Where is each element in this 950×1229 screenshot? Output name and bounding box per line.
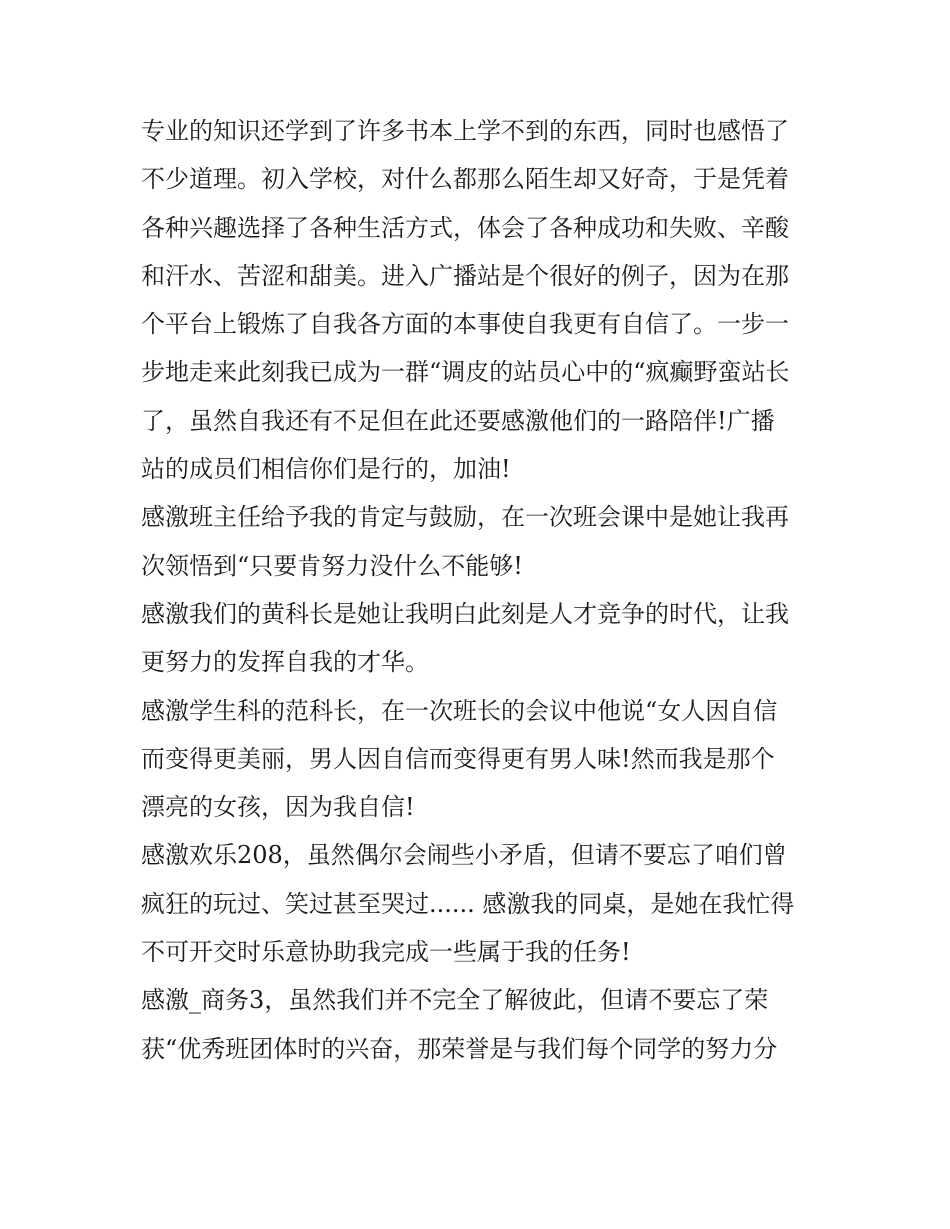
text-line: 获“优秀班团体时的兴奋，那荣誉是与我们每个同学的努力分: [141, 1034, 778, 1063]
text-line: 步地走来此刻我已成为一群“调皮的站员心中的“疯癫野蛮站长: [141, 358, 790, 387]
text-line: 感激我们的黄科长是她让我明白此刻是人才竞争的时代，让我: [141, 599, 789, 628]
text-line: 更努力的发挥自我的才华。: [141, 648, 429, 677]
text-line: 感激欢乐208，虽然偶尔会闹些小矛盾，但请不要忘了咱们曾: [141, 841, 787, 870]
text-line: 感激学生科的范科长，在一次班长的会议中他说“女人因自信: [141, 696, 778, 725]
body-text: [141, 107, 821, 1073]
text-line: 不少道理。初入学校，对什么都那么陌生却又好奇，于是凭着: [141, 165, 789, 194]
text-line: 感激_商务3，虽然我们并不完全了解彼此，但请不要忘了荣: [141, 986, 769, 1015]
text-line: 个平台上锻炼了自我各方面的本事使自我更有自信了。一步一: [141, 310, 789, 339]
text-line: 感激班主任给予我的肯定与鼓励，在一次班会课中是她让我再: [141, 503, 789, 532]
text-line: 站的成员们相信你们是行的，加油!: [141, 455, 511, 484]
text-line: 次领悟到“只要肯努力没什么不能够!: [141, 551, 523, 580]
text-line: 不可开交时乐意协助我完成一些属于我的任务!: [141, 938, 631, 967]
text-line: 各种兴趣选择了各种生活方式，体会了各种成功和失败、辛酸: [141, 213, 789, 242]
text-line: 疯狂的玩过、笑过甚至哭过...... 感激我的同桌，是她在我忙得: [141, 889, 795, 918]
text-line: 专业的知识还学到了许多书本上学不到的东西，同时也感悟了: [141, 117, 789, 145]
text-line: 漂亮的女孩，因为我自信!: [141, 793, 415, 822]
text-line: 和汗水、苦涩和甜美。进入广播站是个很好的例子，因为在那: [141, 261, 789, 290]
text-line: 了，虽然自我还有不足但在此还要感激他们的一路陪伴!广播: [141, 406, 775, 435]
text-line: 而变得更美丽，男人因自信而变得更有男人味!然而我是那个: [141, 744, 775, 773]
